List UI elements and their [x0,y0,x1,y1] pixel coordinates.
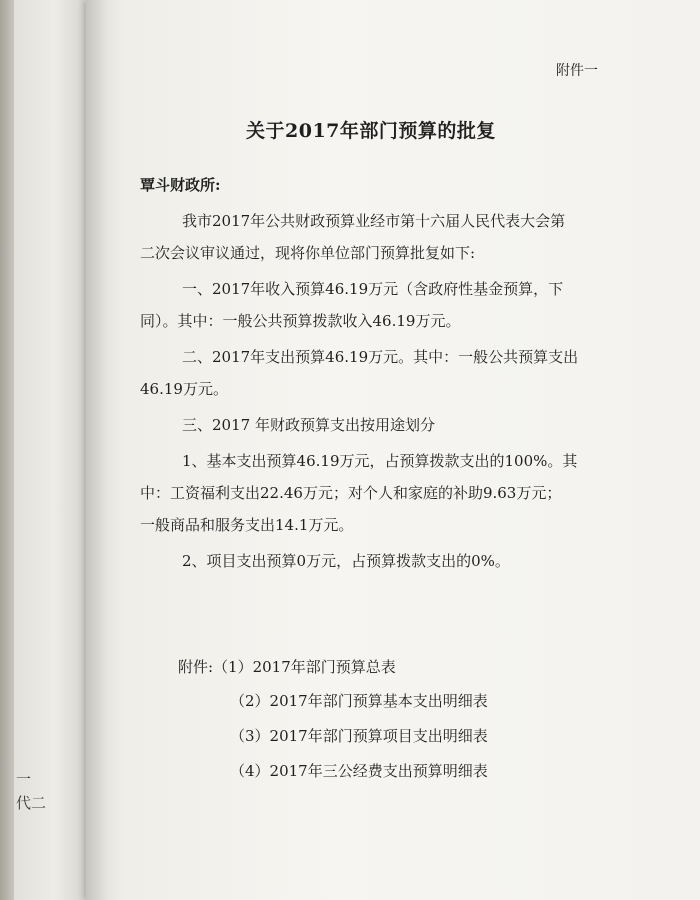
document-page [86,0,700,900]
photo-background [0,0,14,900]
attachment-list-item: （4）2017年三公经费支出预算明细表 [230,762,488,780]
attachment-list-item: （2）2017年部门预算基本支出明细表 [230,692,488,710]
recipient-line: 覃斗财政所: [140,176,221,194]
adjacent-page-text: 代二 [16,794,47,812]
item1-paragraph-line: 1、基本支出预算46.19万元，占预算拨款支出的100%。其 [182,452,578,470]
attachment-label: 附件一 [556,63,598,79]
expense-paragraph-line: 二、2017年支出预算46.19万元。其中：一般公共预算支出 [182,348,579,366]
intro-paragraph-line: 二次会议审议通过，现将你单位部门预算批复如下: [140,244,476,262]
item1-paragraph-line: 中：工资福利支出22.46万元；对个人和家庭的补助9.63万元； [140,484,562,502]
intro-paragraph-line: 我市2017年公共财政预算业经市第十六届人民代表大会第 [182,212,566,230]
section3-heading: 三、2017 年财政预算支出按用途划分 [182,416,435,434]
document-title: 关于2017年部门预算的批复 [246,120,496,142]
item2-paragraph: 2、项目支出预算0万元，占预算拨款支出的0%。 [182,552,510,570]
item1-paragraph-line: 一般商品和服务支出14.1万元。 [140,516,354,534]
income-paragraph-line: 一、2017年收入预算46.19万元（含政府性基金预算，下 [182,280,564,298]
expense-paragraph-line: 46.19万元。 [140,380,228,398]
attachment-list-item: 附件:（1）2017年部门预算总表 [178,658,396,676]
page-fold-shadow [86,0,108,900]
attachment-list-item: （3）2017年部门预算项目支出明细表 [230,727,488,745]
adjacent-page-text: 一 [16,770,32,788]
income-paragraph-line: 同）。其中：一般公共预算拨款收入46.19万元。 [140,312,461,330]
adjacent-page [14,0,86,900]
